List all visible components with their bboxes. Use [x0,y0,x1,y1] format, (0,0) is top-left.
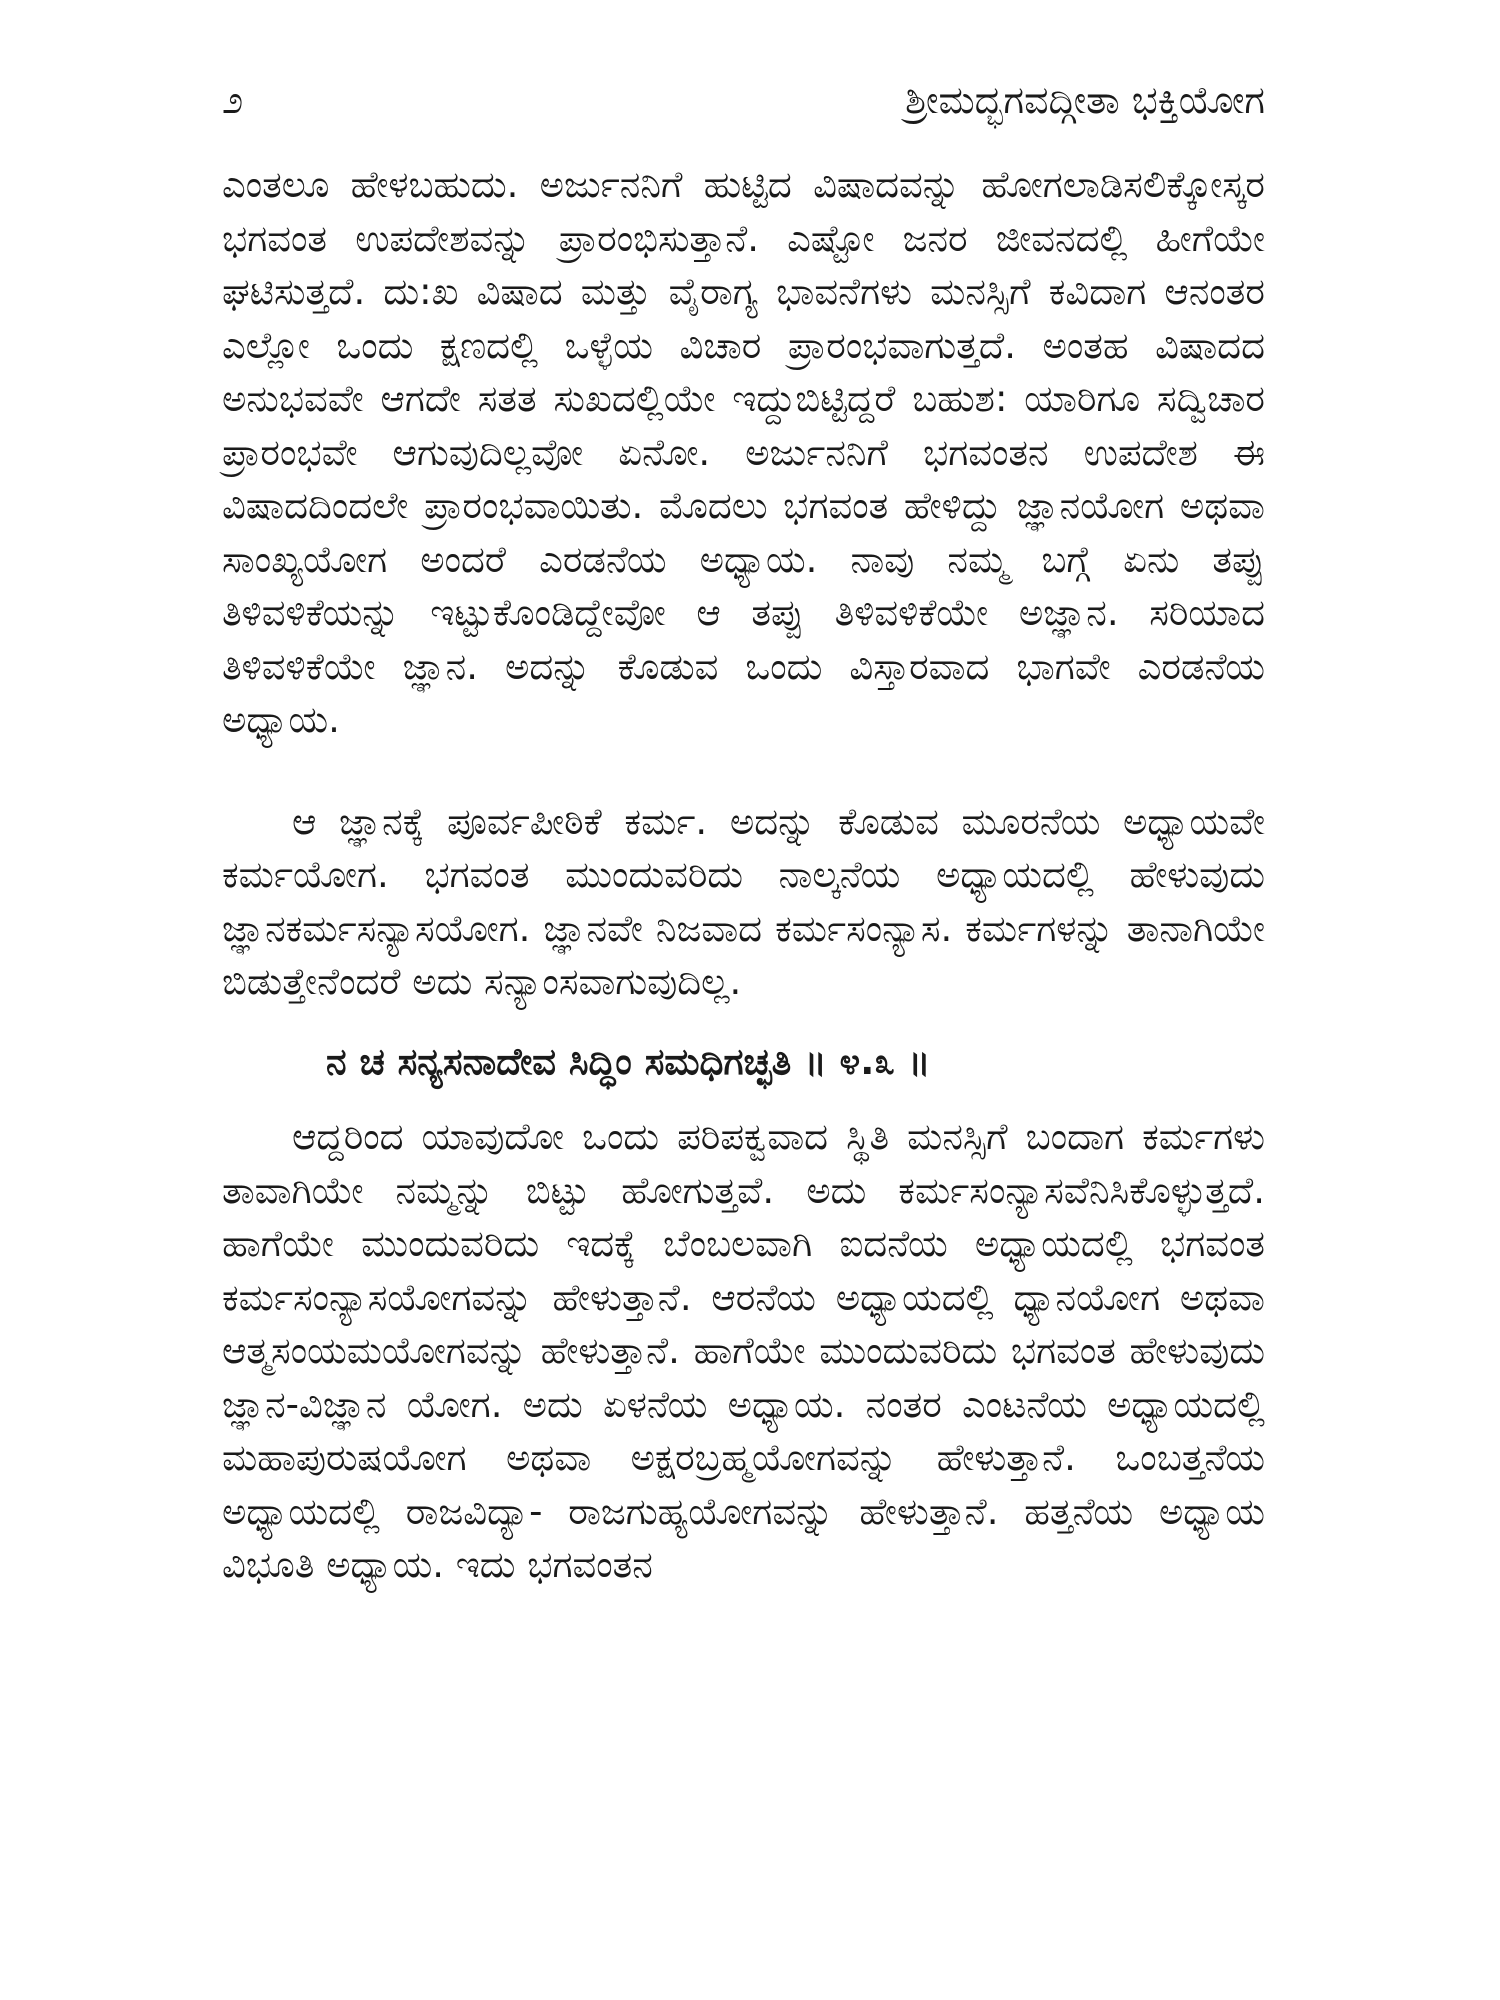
running-title: ಶ್ರೀಮದ್ಭಗವದ್ಗೀತಾ ಭಕ್ತಿಯೋಗ [905,77,1265,122]
paragraph-2: ಆ ಜ್ಞಾನಕ್ಕೆ ಪೂರ್ವಪೀಠಿಕೆ ಕರ್ಮ. ಅದನ್ನು ಕೊಡುವ ಮೂರನೆಯ ಅಧ್ಯಾಯವೇ ಕರ್ಮಯೋಗ. ಭಗವಂತ ಮುಂದುವರಿದು ನಾಲ್ಕನೆಯ ಅಧ್ಯಾಯದಲ್ಲಿ ಹೇಳುವುದು ಜ್ಞಾನಕರ್ಮಸನ್ಯಾಸಯೋಗ. ಜ್ಞಾನವೇ ನಿಜವಾದ ಕರ್ಮಸಂನ್ಯಾಸ. ಕರ್ಮಗಳನ್ನು ತಾನಾಗಿಯೇ ಬಿಡುತ್ತೇನೆಂದರೆ ಅದು ಸನ್ಯಾಂಸವಾಗುವುದಿಲ್ಲ. [222,799,1265,1003]
sanskrit-verse: ನ ಚ ಸನ್ಯಸನಾದೇವ ಸಿದ್ಧಿಂ ಸಮಧಿಗಚ್ಛತಿ ॥ ೪.೩ ॥ [326,1039,931,1083]
page-number: ೨ [222,77,244,122]
paragraph-3: ಆದ್ದರಿಂದ ಯಾವುದೋ ಒಂದು ಪರಿಪಕ್ವವಾದ ಸ್ಥಿತಿ ಮನಸ್ಸಿಗೆ ಬಂದಾಗ ಕರ್ಮಗಳು ತಾವಾಗಿಯೇ ನಮ್ಮನ್ನು ಬಿಟ್ಟು ಹೋಗುತ್ತವೆ. ಅದು ಕರ್ಮಸಂನ್ಯಾಸವೆನಿಸಿಕೊಳ್ಳುತ್ತದೆ. ಹಾಗೆಯೇ ಮುಂದುವರಿದು ಇದಕ್ಕೆ ಬೆಂಬಲವಾಗಿ ಐದನೆಯ ಅಧ್ಯಾಯದಲ್ಲಿ ಭಗವಂತ ಕರ್ಮಸಂನ್ಯಾಸಯೋಗವನ್ನು ಹೇಳುತ್ತಾನೆ. ಆರನೆಯ ಅಧ್ಯಾಯದಲ್ಲಿ ಧ್ಯಾನಯೋಗ ಅಥವಾ ಆತ್ಮಸಂಯಮಯೋಗವನ್ನು ಹೇಳುತ್ತಾನೆ. ಹಾಗೆಯೇ ಮುಂದುವರಿದು ಭಗವಂತ ಹೇಳುವುದು ಜ್ಞಾನ-ವಿಜ್ಞಾನ ಯೋಗ. ಅದು ಏಳನೆಯ ಅಧ್ಯಾಯ. ನಂತರ ಎಂಟನೆಯ ಅಧ್ಯಾಯದಲ್ಲಿ ಮಹಾಪುರುಷಯೋಗ ಅಥವಾ ಅಕ್ಷರಬ್ರಹ್ಮಯೋಗವನ್ನು ಹೇಳುತ್ತಾನೆ. ಒಂಬತ್ತನೆಯ ಅಧ್ಯಾಯದಲ್ಲಿ ರಾಜವಿದ್ಯಾ- ರಾಜಗುಹ್ಯಯೋಗವನ್ನು ಹೇಳುತ್ತಾನೆ. ಹತ್ತನೆಯ ಅಧ್ಯಾಯ ವಿಭೂತಿ ಅಧ್ಯಾಯ. ಇದು ಭಗವಂತನ [222,1115,1265,1586]
paragraph-1: ಎಂತಲೂ ಹೇಳಬಹುದು. ಅರ್ಜುನನಿಗೆ ಹುಟ್ಟಿದ ವಿಷಾದವನ್ನು ಹೋಗಲಾಡಿಸಲಿಕ್ಕೋಸ್ಕರ ಭಗವಂತ ಉಪದೇಶವನ್ನು ಪ್ರಾರಂಭಿಸುತ್ತಾನೆ. ಎಷ್ಟೋ ಜನರ ಜೀವನದಲ್ಲಿ ಹೀಗೆಯೇ ಘಟಿಸುತ್ತದೆ. ದು:ಖ ವಿಷಾದ ಮತ್ತು ವೈರಾಗ್ಯ ಭಾವನೆಗಳು ಮನಸ್ಸಿಗೆ ಕವಿದಾಗ ಆನಂತರ ಎಲ್ಲೋ ಒಂದು ಕ್ಷಣದಲ್ಲಿ ಒಳ್ಳೆಯ ವಿಚಾರ ಪ್ರಾರಂಭವಾಗುತ್ತದೆ. ಅಂತಹ ವಿಷಾದದ ಅನುಭವವೇ ಆಗದೇ ಸತತ ಸುಖದಲ್ಲಿಯೇ ಇದ್ದುಬಿಟ್ಟಿದ್ದರೆ ಬಹುಶ: ಯಾರಿಗೂ ಸದ್ವಿಚಾರ ಪ್ರಾರಂಭವೇ ಆಗುವುದಿಲ್ಲವೋ ಏನೋ. ಅರ್ಜುನನಿಗೆ ಭಗವಂತನ ಉಪದೇಶ ಈ ವಿಷಾದದಿಂದಲೇ ಪ್ರಾರಂಭವಾಯಿತು. ಮೊದಲು ಭಗವಂತ ಹೇಳಿದ್ದು ಜ್ಞಾನಯೋಗ ಅಥವಾ ಸಾಂಖ್ಯಯೋಗ ಅಂದರೆ ಎರಡನೆಯ ಅಧ್ಯಾಯ. ನಾವು ನಮ್ಮ ಬಗ್ಗೆ ಏನು ತಪ್ಪು ತಿಳಿವಳಿಕೆಯನ್ನು ಇಟ್ಟುಕೊಂಡಿದ್ದೇವೋ ಆ ತಪ್ಪು ತಿಳಿವಳಿಕೆಯೇ ಅಜ್ಞಾನ. ಸರಿಯಾದ ತಿಳಿವಳಿಕೆಯೇ ಜ್ಞಾನ. ಅದನ್ನು ಕೊಡುವ ಒಂದು ವಿಸ್ತಾರವಾದ ಭಾಗವೇ ಎರಡನೆಯ ಅಧ್ಯಾಯ. [222,163,1265,741]
body-text [222,158,1265,1592]
page-header [222,70,1265,130]
